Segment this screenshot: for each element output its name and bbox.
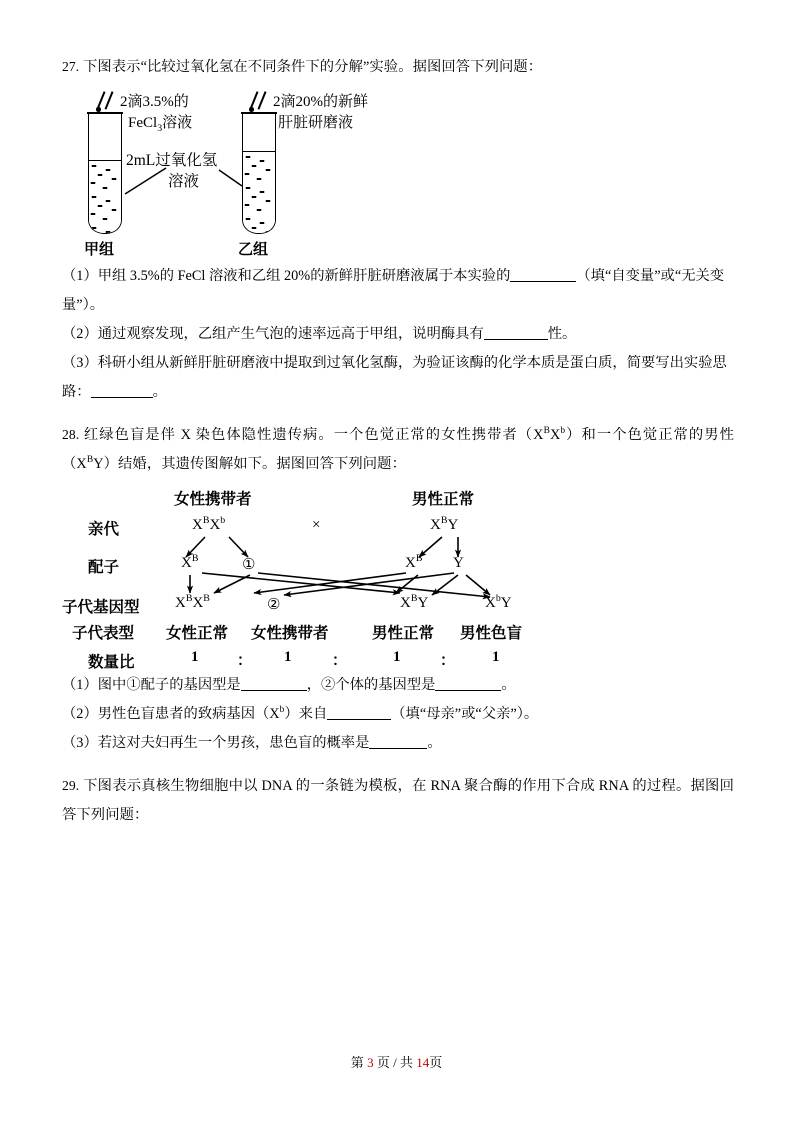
question-29-stem-text: 下图表示真核生物细胞中以 DNA 的一条链为模板，在 RNA 聚合酶的作用下合成 RNA 的过程。据图回答下列问题： [62, 778, 734, 823]
left-tube-reagent-formula: FeCl [128, 115, 158, 131]
question-27-sub-3-text-b: 。 [152, 384, 167, 400]
question-28-stem-text-b: X [549, 427, 561, 443]
question-28-sup-3: B [86, 455, 94, 466]
row-label-offspring-phenotype: 子代表型 [72, 625, 135, 642]
offspring-1-sup-2: B [203, 593, 210, 604]
offspring-genotype-1 [175, 595, 210, 612]
parent-female-gene-2-sup: b [220, 515, 226, 526]
question-29-stem [62, 771, 734, 830]
gamete-male-y: Y [453, 555, 464, 571]
question-27-sub-2-text-a: 通过观察发现，乙组产生气泡的速率远高于甲组，说明酶具有 [97, 326, 484, 342]
answer-blank[interactable] [91, 397, 153, 398]
question-27-sub-2-marker: （2） [62, 326, 98, 342]
question-28-stem-text-a: 红绿色盲是伴 X 染色体隐性遗传病。一个色觉正常的女性携带者（X [83, 427, 544, 443]
page-content [62, 52, 734, 830]
parent-female-genotype [192, 517, 225, 534]
answer-blank[interactable] [369, 748, 427, 749]
offspring-3-seg-2: Y [417, 595, 429, 611]
offspring-marker-2: ② [267, 597, 281, 613]
answer-blank[interactable] [241, 690, 307, 691]
offspring-phenotype-4: 男性色盲 [460, 625, 523, 642]
question-28-sub-1-text-a: 图中①配子的基因型是 [97, 677, 241, 693]
parent-male-genotype [430, 517, 458, 534]
row-label-parent: 亲代 [88, 521, 120, 538]
parent-female-header: 女性携带者 [174, 491, 252, 508]
footer-total-pages: 14 [416, 1055, 430, 1070]
offspring-4-seg-2: Y [500, 595, 512, 611]
gamete-male-xb-label: X [405, 555, 416, 571]
footer-suffix: 页 [429, 1055, 443, 1070]
right-tube-reagent-label-line2: 肝脏研磨液 [278, 115, 354, 131]
question-28-sub-3-text-b: 。 [427, 735, 442, 751]
question-27-sub-3 [62, 349, 734, 407]
left-tube-reagent-suffix: 溶液 [162, 115, 193, 131]
ratio-value-1: 1 [191, 649, 199, 665]
question-28-sub-2-text-c: （填“母亲”或“父亲”）。 [391, 706, 539, 722]
offspring-genotype-3 [400, 595, 428, 612]
offspring-1-sup-1: B [185, 593, 193, 604]
question-27-sub-2 [62, 320, 734, 349]
question-28-stem-text-d: Y）结婚，其遗传图解如下。据图回答下列问题： [93, 456, 406, 472]
ratio-value-3: 1 [393, 649, 401, 665]
offspring-phenotype-3: 男性正常 [372, 625, 435, 642]
question-28-sub-2-text-a: 男性色盲患者的致病基因（X [97, 706, 280, 722]
answer-blank[interactable] [484, 339, 548, 340]
question-27-sub-2-text-b: 性。 [547, 326, 577, 342]
page-footer [0, 1052, 793, 1071]
question-28-sub-2-marker: （2） [62, 706, 98, 722]
ratio-separator-3: ： [440, 653, 456, 669]
gamete-male-xb [405, 555, 422, 572]
hydrogen-peroxide-experiment-figure [62, 88, 734, 260]
question-27-sub-1-marker: （1） [62, 268, 98, 284]
question-28-sup-1: B [543, 426, 550, 437]
question-27-sub-1-text-b: （填“自变量”或“无关变量”）。 [62, 268, 725, 313]
gamete-marker-1: ① [242, 557, 256, 573]
left-tube-reagent-label-line1: 2滴3.5%的 [120, 94, 189, 110]
offspring-phenotype-2: 女性携带者 [251, 625, 329, 642]
question-27-sub-3-text-a: 科研小组从新鲜肝脏研磨液中提取到过氧化氢酶，为验证该酶的化学本质是蛋白质，简要写出实验思路： [62, 355, 727, 400]
gamete-female-xb [181, 555, 198, 572]
callout-leader-lines [62, 88, 342, 268]
left-tube-reagent-subscript: 3 [157, 123, 163, 134]
parent-female-gene-1-sup: B [202, 515, 210, 526]
parent-male-gene-2: Y [447, 517, 459, 533]
question-28-sup-2: b [560, 426, 566, 437]
question-27-stem-text: 下图表示“比较过氧化氢在不同条件下的分解”实验。据图回答下列问题： [82, 59, 543, 75]
question-28-sub-3-text-a: 若这对夫妇再生一个男孩，患色盲的概率是 [97, 735, 370, 751]
question-28-stem-text-c: ）和一个色觉正常的男性（X [62, 427, 734, 472]
question-27-sub-3-marker: （3） [62, 355, 98, 371]
question-28-sub-1-marker: （1） [62, 677, 98, 693]
question-29-number: 29. [62, 778, 80, 793]
parent-female-gene-2: X [209, 517, 221, 533]
answer-blank[interactable] [327, 719, 391, 720]
question-27-sub-1-text-a: 甲组 3.5%的 FeCl 溶液和乙组 20%的新鲜肝脏研磨液属于本实验的 [97, 268, 511, 284]
question-28-stem [62, 420, 734, 479]
gamete-male-xb-sup: B [415, 553, 423, 564]
question-28-sub-3 [62, 729, 734, 758]
gamete-female-xb-label: X [181, 555, 192, 571]
question-27-stem [62, 52, 734, 82]
right-tube-group-label: 乙组 [238, 242, 269, 258]
gamete-female-xb-sup: B [191, 553, 199, 564]
question-28-sub-2-sup: b [279, 705, 285, 716]
callout-label-line1: 2mL过氧化氢 [126, 152, 218, 169]
offspring-phenotype-1: 女性正常 [166, 625, 229, 642]
footer-prefix: 第 [350, 1055, 364, 1070]
offspring-1-seg-1: X [175, 595, 186, 611]
left-tube-group-label: 甲组 [84, 242, 115, 258]
ratio-value-4: 1 [492, 649, 500, 665]
parent-male-gene-1-sup: B [440, 515, 448, 526]
question-28-sub-1-text-c: 。 [501, 677, 516, 693]
ratio-separator-2: ： [332, 653, 348, 669]
row-label-offspring-genotype: 子代基因型 [62, 599, 140, 616]
row-label-ratio: 数量比 [88, 654, 135, 671]
question-28-number: 28. [62, 427, 80, 442]
offspring-genotype-4 [485, 595, 512, 612]
offspring-3-seg-1: X [400, 595, 411, 611]
parent-male-header: 男性正常 [412, 491, 475, 508]
question-28-sub-1 [62, 671, 734, 700]
footer-middle: 页 / 共 [376, 1055, 413, 1070]
footer-page-number: 3 [367, 1055, 374, 1070]
callout-label-line2: 溶液 [168, 173, 200, 190]
question-27-sub-1 [62, 262, 734, 320]
question-28-sub-2 [62, 700, 734, 729]
question-28-sub-3-marker: （3） [62, 735, 98, 751]
answer-blank[interactable] [435, 690, 501, 691]
ratio-value-2: 1 [284, 649, 292, 665]
offspring-3-sup-1: B [410, 593, 418, 604]
offspring-1-seg-2: X [192, 595, 204, 611]
row-label-gamete: 配子 [88, 559, 120, 576]
parent-female-gene-1: X [192, 517, 203, 533]
answer-blank[interactable] [510, 281, 576, 282]
offspring-4-sup-1: b [495, 593, 501, 604]
question-28-sub-2-text-b: ）来自 [284, 706, 328, 722]
ratio-separator-1: ： [237, 653, 253, 669]
right-tube-reagent-label-line1: 2滴20%的新鲜 [273, 94, 368, 110]
question-28-sub-1-text-b: ，②个体的基因型是 [306, 677, 436, 693]
genetics-cross-diagram [62, 487, 734, 669]
parent-male-gene-1: X [430, 517, 441, 533]
offspring-4-seg-1: X [485, 595, 496, 611]
cross-symbol: × [312, 517, 321, 533]
question-27-number: 27. [62, 59, 80, 74]
